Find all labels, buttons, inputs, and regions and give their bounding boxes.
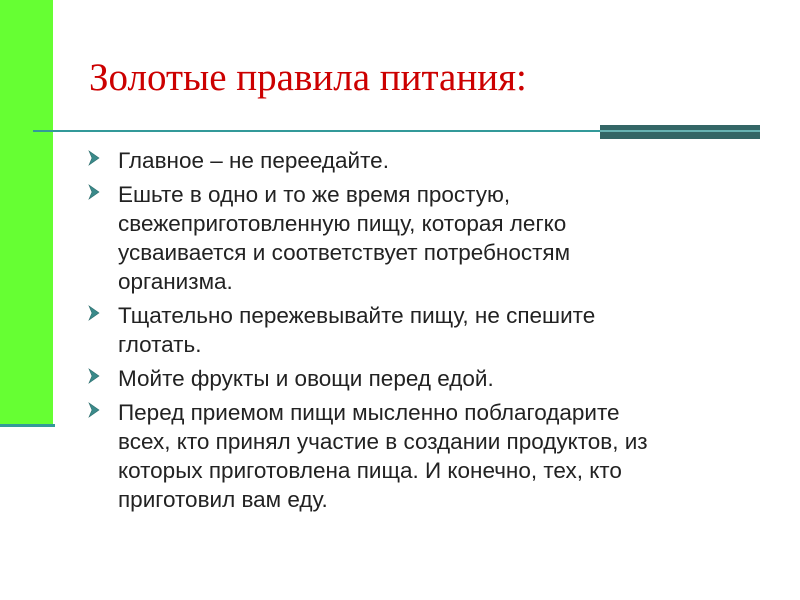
chevron-right-icon bbox=[88, 305, 100, 321]
divider-accent-block bbox=[600, 125, 760, 139]
bullet-text: Перед приемом пищи мысленно поблагодарите всех, кто принял участие в создании продуктов, из которых приготовлена пища. И конечно, тех, кто приготовил вам еду. bbox=[118, 400, 648, 512]
bullet-item bbox=[88, 398, 768, 514]
bullet-list bbox=[88, 146, 768, 519]
chevron-right-icon bbox=[88, 402, 100, 418]
slide-title: Золотые правила питания: bbox=[89, 56, 527, 99]
bullet-text: Тщательно пережевывайте пищу, не спешите глотать. bbox=[118, 303, 596, 357]
bullet-item bbox=[88, 364, 768, 393]
divider-accent-line bbox=[600, 130, 760, 132]
accent-bar bbox=[0, 0, 53, 425]
bullet-item bbox=[88, 146, 768, 175]
bullet-text: Ешьте в одно и то же время простую, свежеприготовленную пищу, которая легко усваивается и соответствует потребностям организма. bbox=[118, 182, 571, 294]
chevron-right-icon bbox=[88, 368, 100, 384]
chevron-right-icon bbox=[88, 150, 100, 166]
bullet-text: Мойте фрукты и овощи перед едой. bbox=[118, 366, 494, 391]
accent-bar-edge bbox=[0, 424, 55, 427]
bullet-item bbox=[88, 180, 768, 296]
bullet-text: Главное – не переедайте. bbox=[118, 148, 389, 173]
chevron-right-icon bbox=[88, 184, 100, 200]
bullet-item bbox=[88, 301, 768, 359]
